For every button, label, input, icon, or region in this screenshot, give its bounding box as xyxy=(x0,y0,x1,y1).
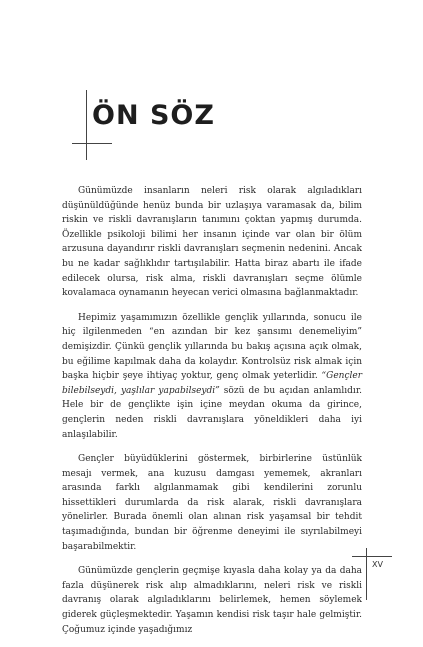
paragraph-2-part-2: sözü de bu açıdan anlamlıdır. Hele bir de gençlikte işin içine meydan okuma da girince, gençlerin neden riskli davranışlara yöneldikleri daha iyi anlaşılabilir. xyxy=(62,385,362,440)
paragraph-2-part-1: Hepimiz yaşamımızın özellikle gençlik yıllarında, sonucu ile hiç ilgilenmeden “en azından bir kez şansımı denemeliyim” demişizdir. Çünkü gençlik yıllarında bu bakış açısına açık olmak, bu eğilime kapılmak daha da kolaydır. Kontrolsüz risk almak için başka hiçbir şeye ihtiyaç yoktur, genç olmak yeterlidir. xyxy=(62,312,362,382)
paragraph-4: Günümüzde gençlerin geçmişe kıyasla daha kolay ya da daha fazla düşünerek risk alıp almadıklarını, neleri risk ve riskli davranış olarak algıladıklarını belirlemek, hemen söylemek giderek güçleşmektedir. Yaşamın kendisi risk taşır hale gelmiştir. Çoğumuz içinde yaşadığımız xyxy=(62,566,362,635)
page-title: ÖN SÖZ xyxy=(92,100,215,131)
page-number-crop-mark-horizontal xyxy=(352,556,392,557)
title-crop-mark-horizontal xyxy=(72,143,112,144)
title-crop-mark-vertical xyxy=(86,90,87,160)
paragraph-1: Günümüzde insanların neleri risk olarak algıladıkları düşünüldüğünde henüz bunda bir uzlaşıya varamasak da, bilim riskin ve riskli davranışların tanımını çoktan yapmış durumda. Özellikle psikoloji bilimi her insanın içinde var olan bir ölüm arzusuna dayandırır riskli davranışları seçmenin nedenini. Ancak bu ne kadar sağlıklıdır tartışılabilir. Hatta biraz abartı ile ifade edilecek olursa, risk alma, riskli davranışları seçme ölümle kovalamaca oynamanın heyecan verici olmasına bağlanmaktadır. xyxy=(62,186,362,299)
paragraph-2 xyxy=(62,311,362,442)
body-text xyxy=(62,184,362,647)
page-number: XV xyxy=(372,560,383,569)
paragraph-2-quote: “Gençler bilebilseydi, yaşlılar yapabilseydi” xyxy=(62,371,362,396)
paragraph-3: Gençler büyüdüklerini göstermek, birbirlerine üstünlük mesajı vermek, ana kuzusu damgası yememek, akranları arasında farklı algılanmamak gibi kendilerini zorunlu hissettikleri durumlarda da risk alarak, riskli davranışlara yönelirler. Burada önemli olan alınan risk yaşamsal bir tehdit taşımadığında, bundan bir öğrenme deneyimi ile sıyrılabilmeyi başarabilmektir. xyxy=(62,454,362,552)
